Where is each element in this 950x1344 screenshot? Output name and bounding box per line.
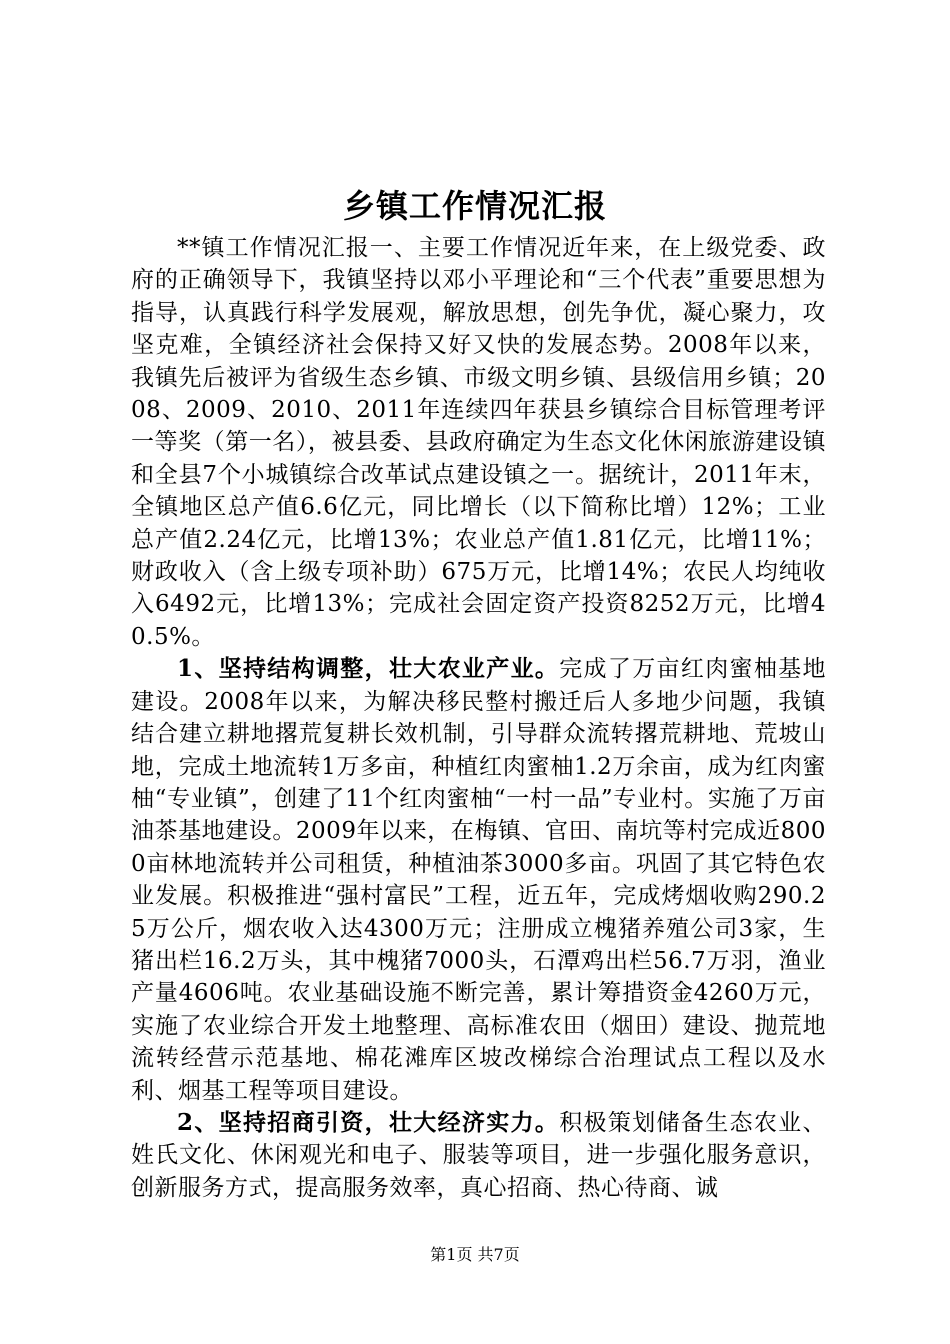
paragraph-investment	[131, 1107, 826, 1204]
document-title: 乡镇工作情况汇报	[342, 187, 607, 225]
paragraph-text: **镇工作情况汇报一、主要工作情况近年来，在上级党委、政府的正确领导下，我镇坚持以邓小平理论和“三个代表”重要思想为指导，认真践行科学发展观，解放思想，创先争优，凝心聚力，攻坚克难，全镇经济社会保持又好又快的发展态势。2008年以来，我镇先后被评为省级生态乡镇、市级文明乡镇、县级信用乡镇；2008、2009、2010、2011年连续四年获县乡镇综合目标管理考评一等奖（第一名），被县委、县政府确定为生态文化休闲旅游建设镇和全县7个小城镇综合改革试点建设镇之一。据统计，2011年末，全镇地区总产值6.6亿元，同比增长（以下简称比增）12%；工业总产值2.24亿元，比增13%；农业总产值1.81亿元，比增11%；财政收入（含上级专项补助）675万元，比增14%；农民人均纯收入6492元，比增13%；完成社会固定资产投资8252万元，比增40.5%。	[131, 235, 826, 650]
paragraph-lead: 1、坚持结构调整，壮大农业产业。	[177, 655, 560, 683]
paragraph-intro	[131, 232, 826, 653]
paragraph-text: 积极策划储备生态农业、姓氏文化、休闲观光和电子、服装等项目，进一步强化服务意识，创新服务方式，提高服务效率，真心招商、热心待商、诚	[131, 1109, 826, 1201]
paragraph-lead: 2、坚持招商引资，壮大经济实力。	[177, 1108, 560, 1136]
paragraph-text: 完成了万亩红肉蜜柚基地建设。2008年以来，为解决移民整村搬迁后人多地少问题，我镇结合建立耕地撂荒复耕长效机制，引导群众流转撂荒耕地、荒坡山地，完成土地流转1万多亩，种植红肉蜜柚1.2万余亩，成为红肉蜜柚“专业镇”，创建了11个红肉蜜柚“一村一品”专业村。实施了万亩油茶基地建设。2009年以来，在梅镇、官田、南坑等村完成近8000亩林地流转并公司租赁，种植油茶3000多亩。巩固了其它特色农业发展。积极推进“强村富民”工程，近五年，完成烤烟收购290.25万公斤，烟农收入达4300万元；注册成立槐猪养殖公司3家，生猪出栏16.2万头，其中槐猪7000头，石潭鸡出栏56.7万羽，渔业产量4606吨。农业基础设施不断完善，累计筹措资金4260万元，实施了农业综合开发土地整理、高标准农田（烟田）建设、抛荒地流转经营示范基地、棉花滩库区坡改梯综合治理试点工程以及水利、烟基工程等项目建设。	[131, 656, 826, 1104]
document-body	[131, 232, 826, 1204]
paragraph-agriculture	[131, 653, 826, 1107]
page-footer: 第1页 共7页	[430, 1245, 520, 1264]
